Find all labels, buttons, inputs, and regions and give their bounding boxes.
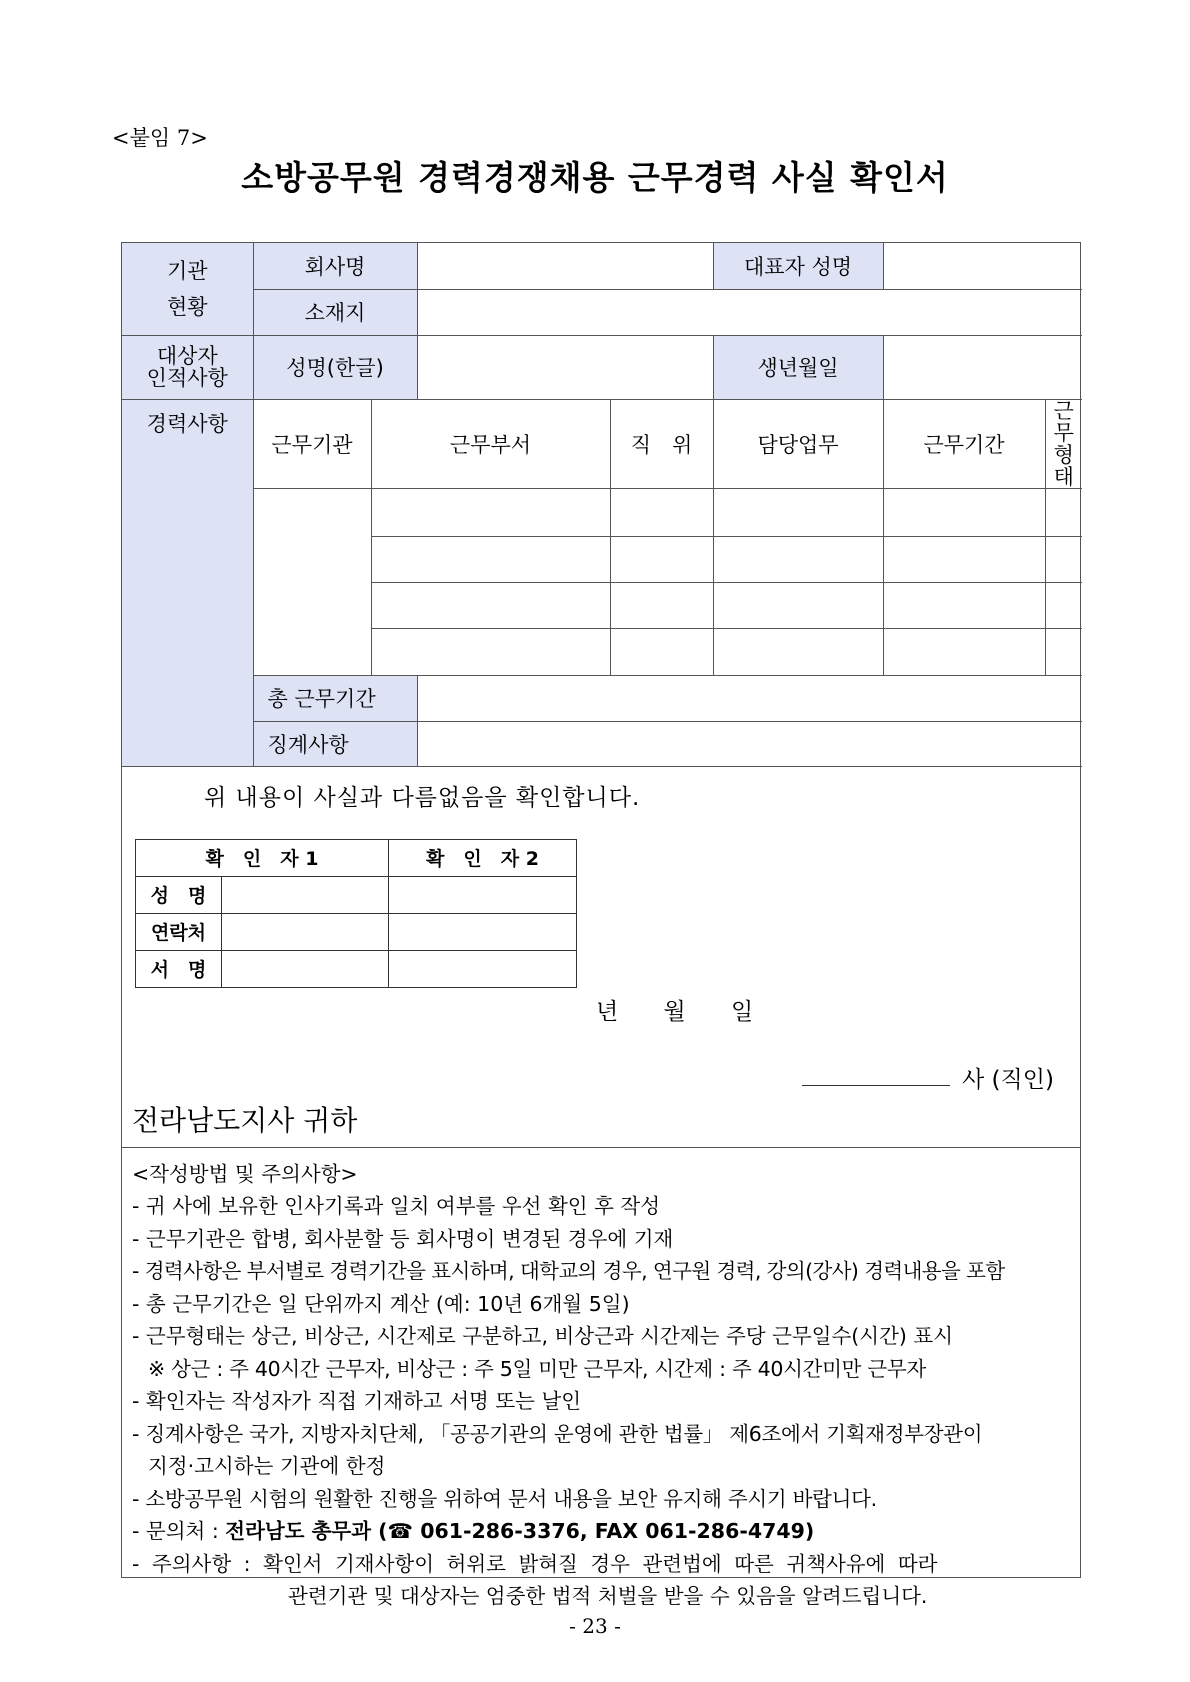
discipline-field[interactable] [417, 721, 1082, 766]
career-cell[interactable] [883, 628, 1045, 675]
career-col-type: 근무 형태 [1045, 399, 1082, 488]
page-number: - 23 - [569, 1614, 621, 1638]
career-cell[interactable] [883, 582, 1045, 628]
confirmer2-name-field[interactable] [389, 876, 577, 913]
confirmer1-name-field[interactable] [222, 876, 389, 913]
confirmation-section [122, 767, 1080, 1148]
instruction-item: - 소방공무원 시험의 원활한 진행을 위하여 문서 내용을 보안 유지해 주시기 바랍니다. [132, 1486, 877, 1511]
instruction-item: - 총 근무기간은 일 단위까지 계산 (예: 10년 6개월 5일) [132, 1291, 630, 1316]
confirmer2-contact-field[interactable] [389, 913, 577, 950]
confirmer2-signature-field[interactable] [389, 950, 577, 987]
confirmer1-contact-field[interactable] [222, 913, 389, 950]
instruction-item: - 확인자는 작성자가 직접 기재하고 서명 또는 날인 [132, 1389, 582, 1413]
recipient: 전라남도지사 귀하 [132, 1103, 358, 1137]
date-line: 년 월 일 [596, 998, 754, 1025]
birthdate-field[interactable] [883, 335, 1082, 399]
career-cell[interactable] [883, 536, 1045, 582]
career-col-period: 근무기간 [883, 399, 1045, 488]
contact-line [132, 1515, 1070, 1548]
contact-info: 전라남도 총무과 (☎ 061-286-3376, FAX 061-286-4749) [225, 1519, 815, 1543]
career-cell[interactable] [883, 488, 1045, 536]
person-name-field[interactable] [417, 335, 713, 399]
address-label: 소재지 [253, 289, 417, 335]
career-cell[interactable] [1045, 628, 1082, 675]
career-cell[interactable] [610, 582, 713, 628]
instruction-item: - 징계사항은 국가, 지방자치단체, 「공공기관의 운영에 관한 법률」 제6조에서 기획재정부장관이 [132, 1421, 983, 1446]
company-name-label: 회사명 [253, 243, 417, 289]
career-cell[interactable] [713, 582, 883, 628]
career-col-agency: 근무기관 [253, 399, 371, 488]
confirmation-form [121, 242, 1081, 1608]
confirmer-name-label: 성 명 [136, 876, 222, 913]
company-seal-label: 사 (직인) [962, 1066, 1054, 1093]
career-cell[interactable] [371, 488, 610, 536]
birthdate-label: 생년월일 [713, 335, 883, 399]
warning-line: - 주의사항 : 확인서 기재사항이 허위로 밝혀질 경우 관련법에 따른 귀책사유에 따라 [132, 1551, 938, 1576]
instruction-item: - 경력사항은 부서별로 경력기간을 표시하며, 대학교의 경우, 연구원 경력, 강의(강사) 경력내용을 포함 [132, 1259, 1005, 1283]
company-signature-line[interactable] [802, 1085, 950, 1086]
career-cell[interactable] [371, 582, 610, 628]
confirmer-signature-label: 서 명 [136, 950, 222, 987]
instruction-item: - 근무형태는 상근, 비상근, 시간제로 구분하고, 비상근과 시간제는 주당 근무일수(시간) 표시 [132, 1324, 954, 1348]
person-section-label: 대상자 인적사항 [122, 335, 253, 399]
career-cell[interactable] [610, 488, 713, 536]
career-cell[interactable] [713, 488, 883, 536]
career-cell[interactable] [1045, 536, 1082, 582]
career-section-label: 경력사항 [122, 399, 253, 766]
career-col-position: 직 위 [610, 399, 713, 488]
attachment-label: <붙임 7> [112, 126, 208, 150]
confirmation-statement: 위 내용이 사실과 다름없음을 확인합니다. [204, 784, 641, 811]
instruction-item: ※ 상근 : 주 40시간 근무자, 비상근 : 주 5일 미만 근무자, 시간제 : 주 40시간미만 근무자 [148, 1356, 926, 1381]
career-info-table [122, 243, 1082, 767]
confirmer1-header: 확 인 자 1 [136, 839, 389, 876]
career-cell[interactable] [371, 628, 610, 675]
confirmer-contact-label: 연락처 [136, 913, 222, 950]
representative-field[interactable] [883, 243, 1082, 289]
confirmer-table [135, 839, 577, 988]
total-period-field[interactable] [417, 675, 1082, 721]
career-cell[interactable] [610, 536, 713, 582]
career-cell[interactable] [1045, 488, 1082, 536]
career-agency-cell[interactable] [253, 488, 371, 675]
page-title: 소방공무원 경력경쟁채용 근무경력 사실 확인서 [241, 158, 949, 197]
instruction-item: - 근무기관은 합병, 회사분할 등 회사명이 변경된 경우에 기재 [132, 1226, 674, 1251]
career-cell[interactable] [1045, 582, 1082, 628]
career-cell[interactable] [610, 628, 713, 675]
instructions-section [122, 1148, 1080, 1613]
warning-line: 관련기관 및 대상자는 엄중한 법적 처벌을 받을 수 있음을 알려드립니다. [288, 1584, 928, 1608]
career-col-duty: 담당업무 [713, 399, 883, 488]
total-period-label: 총 근무기간 [253, 675, 417, 721]
agency-section-label: 기관 현황 [122, 243, 253, 335]
confirmer2-header: 확 인 자 2 [389, 839, 577, 876]
person-name-label: 성명(한글) [253, 335, 417, 399]
instruction-item: - 귀 사에 보유한 인사기록과 일치 여부를 우선 확인 후 작성 [132, 1194, 661, 1218]
contact-prefix: - 문의처 : [132, 1519, 226, 1543]
representative-label: 대표자 성명 [713, 243, 883, 289]
instructions-heading: <작성방법 및 주의사항> [132, 1161, 358, 1186]
career-cell[interactable] [371, 536, 610, 582]
career-cell[interactable] [713, 536, 883, 582]
instruction-item: 지정·고시하는 기관에 한정 [148, 1454, 386, 1478]
company-name-field[interactable] [417, 243, 713, 289]
confirmer1-signature-field[interactable] [222, 950, 389, 987]
career-cell[interactable] [713, 628, 883, 675]
career-col-department: 근무부서 [371, 399, 610, 488]
discipline-label: 징계사항 [253, 721, 417, 766]
address-field[interactable] [417, 289, 1082, 335]
